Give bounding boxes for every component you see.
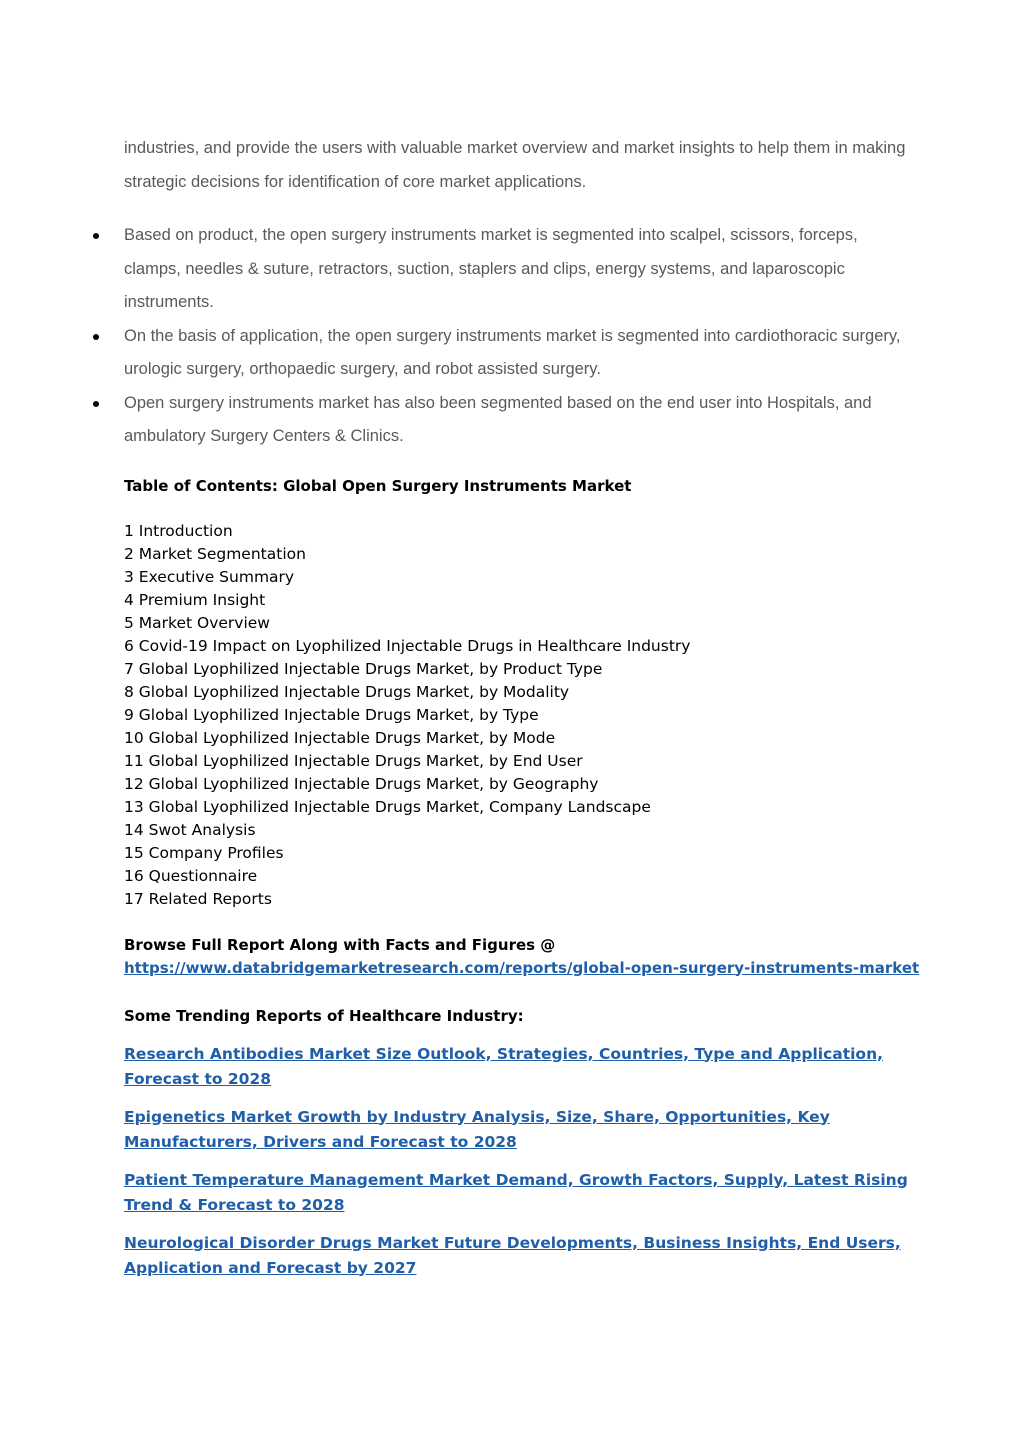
segment-bullet-item bbox=[124, 219, 914, 320]
toc-item: 16 Questionnaire bbox=[124, 866, 258, 885]
bullet-icon bbox=[93, 334, 99, 340]
toc-item: 4 Premium Insight bbox=[124, 590, 266, 609]
toc-list bbox=[124, 520, 914, 911]
toc-item: 7 Global Lyophilized Injectable Drugs Market, by Product Type bbox=[124, 659, 603, 678]
trending-report-list bbox=[124, 1042, 914, 1281]
trending-report-link[interactable]: Research Antibodies Market Size Outlook, Strategies, Countries, Type and Application, Forecast to 2028 bbox=[124, 1044, 884, 1088]
segment-bullet-text: Open surgery instruments market has also been segmented based on the end user into Hospitals, and ambulatory Surgery Centers & Clinics. bbox=[124, 393, 872, 445]
intro-paragraph: industries, and provide the users with valuable market overview and market insights to help them in making strategic decisions for identification of core market applications. bbox=[124, 139, 906, 191]
segment-bullet-list bbox=[124, 219, 914, 454]
segment-bullet-text: Based on product, the open surgery instruments market is segmented into scalpel, scissors, forceps, clamps, needles & suture, retractors, suction, staplers and clips, energy systems, and laparoscopic instruments. bbox=[124, 226, 858, 311]
toc-item: 5 Market Overview bbox=[124, 613, 270, 632]
toc-item: 11 Global Lyophilized Injectable Drugs Market, by End User bbox=[124, 751, 583, 770]
toc-item: 3 Executive Summary bbox=[124, 567, 295, 586]
trending-report-item bbox=[124, 1105, 914, 1155]
trending-report-item bbox=[124, 1042, 914, 1092]
browse-heading: Browse Full Report Along with Facts and Figures @ bbox=[124, 935, 556, 954]
full-report-link[interactable]: https://www.databridgemarketresearch.com/reports/global-open-surgery-instruments-market bbox=[124, 958, 920, 977]
segment-bullet-item bbox=[124, 320, 914, 387]
trending-report-item bbox=[124, 1168, 914, 1218]
toc-heading: Table of Contents: Global Open Surgery Instruments Market bbox=[124, 476, 632, 495]
toc-item: 2 Market Segmentation bbox=[124, 544, 306, 563]
toc-item: 12 Global Lyophilized Injectable Drugs Market, by Geography bbox=[124, 774, 599, 793]
page-content bbox=[124, 132, 920, 1294]
trending-heading: Some Trending Reports of Healthcare Industry: bbox=[124, 1006, 524, 1025]
toc-item: 13 Global Lyophilized Injectable Drugs Market, Company Landscape bbox=[124, 797, 651, 816]
trending-report-link[interactable]: Neurological Disorder Drugs Market Future Developments, Business Insights, End Users, Application and Forecast by 2027 bbox=[124, 1233, 901, 1277]
trending-report-item bbox=[124, 1231, 914, 1281]
toc-item: 8 Global Lyophilized Injectable Drugs Market, by Modality bbox=[124, 682, 570, 701]
toc-item: 14 Swot Analysis bbox=[124, 820, 256, 839]
segment-bullet-text: On the basis of application, the open surgery instruments market is segmented into cardiothoracic surgery, urologic surgery, orthopaedic surgery, and robot assisted surgery. bbox=[124, 326, 901, 378]
trending-report-link[interactable]: Epigenetics Market Growth by Industry Analysis, Size, Share, Opportunities, Key Manufacturers, Drivers and Forecast to 2028 bbox=[124, 1107, 830, 1151]
toc-item: 10 Global Lyophilized Injectable Drugs Market, by Mode bbox=[124, 728, 556, 747]
toc-item: 9 Global Lyophilized Injectable Drugs Market, by Type bbox=[124, 705, 539, 724]
bullet-icon bbox=[93, 233, 99, 239]
toc-item: 1 Introduction bbox=[124, 521, 233, 540]
toc-item: 15 Company Profiles bbox=[124, 843, 284, 862]
trending-report-link[interactable]: Patient Temperature Management Market Demand, Growth Factors, Supply, Latest Rising Trend & Forecast to 2028 bbox=[124, 1170, 908, 1214]
segment-bullet-item bbox=[124, 387, 914, 454]
toc-item: 17 Related Reports bbox=[124, 889, 272, 908]
toc-item: 6 Covid-19 Impact on Lyophilized Injectable Drugs in Healthcare Industry bbox=[124, 636, 691, 655]
bullet-icon bbox=[93, 401, 99, 407]
